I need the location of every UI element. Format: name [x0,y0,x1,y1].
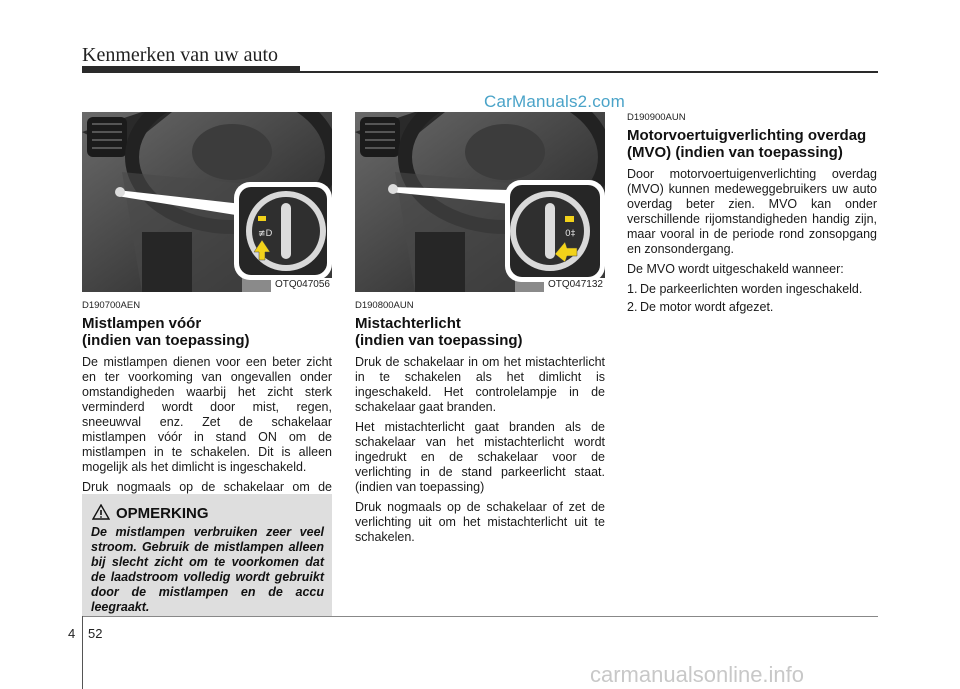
dashboard-photo [82,112,332,292]
list-number: 1. [627,282,638,296]
body-paragraph: De mistlampen dienen voor een beter zicht en ter voorkoming van ongevallen onder omstandigheden waarbij het zicht sterk verminderd wordt door mist, regen, sneeuwval enz. Zet de schakelaar mistlampen vóór in stand ON om de mistlampen in te schakelen. Dit is alleen mogelijk als het dimlicht is ingeschakeld. [82,355,332,474]
list-item [627,282,877,297]
heading-line-1: Mistlampen vóór [82,315,202,332]
footer-divider [82,616,83,689]
page-header-title: Kenmerken van uw auto [82,44,279,66]
caution-box [82,494,332,616]
heading-line-2: (indien van toepassing) [82,332,250,349]
page-number: 52 [88,626,103,641]
section-code: D190900AUN [627,112,686,123]
caution-text: De mistlampen verbruiken zeer veel stroom. Gebruik de mistlampen alleen bij slecht zicht om te voorkomen dat de laadstroom volledig wordt gebruikt door de mistlampen en de accu leegraakt. [91,525,324,614]
section-code: D190700AEN [82,300,141,311]
column-front-fog [82,112,332,515]
heading-line-1: Motorvoertuigverlichting overdag [627,127,867,144]
body-paragraph: De MVO wordt uitgeschakeld wanneer: [627,262,844,276]
body-paragraph: Druk de schakelaar in om het mistachterlicht in te schakelen als het dimlicht is ingeschakeld. Het controlelampje in de schakelaar gaat branden. [355,355,605,414]
body-paragraph: Druk nogmaals op de schakelaar om de [82,480,332,494]
figure-front-fog-switch [82,112,332,292]
figure-code: OTQ047056 [271,278,332,292]
figure-rear-fog-switch [355,112,605,292]
heading-line-2: (indien van toepassing) [355,332,523,349]
chapter-number: 4 [68,626,76,641]
list-item [627,300,877,315]
svg-text:≢D: ≢D [258,229,273,239]
list-text: De parkeerlichten worden ingeschakeld. [640,282,863,296]
list-number: 2. [627,300,638,314]
section-heading [82,315,332,349]
watermark-bottom[interactable]: carmanualsonline.info [590,662,805,687]
body-paragraph: Door motorvoertuigenverlichting overdag (MVO) kunnen medeweggebruikers uw auto overdag beter zien. MVO kan onder verschillende rijomstandigheden handig zijn, maar vooral in de periode rond zonsopgang en zonsondergang. [627,167,877,256]
column-daytime-running-lights [627,112,877,315]
watermark-top[interactable]: CarManuals2.com [484,92,625,111]
section-heading [627,127,877,161]
section-code: D190800AUN [355,300,414,311]
body-paragraph: Druk nogmaals op de schakelaar of zet de verlichting uit om het mistachterlicht uit te schakelen. [355,500,605,544]
figure-code: OTQ047132 [544,278,605,292]
heading-line-2: (MVO) (indien van toepassing) [627,144,843,161]
body-paragraph: Het mistachterlicht gaat branden als de schakelaar van het mistachterlicht wordt ingedrukt en de schakelaar voor de verlichting in de stand parkeerlicht staat. (indien van toepassing) [355,420,605,494]
header-rule [82,71,878,73]
footer-rule [82,616,878,617]
warning-triangle-icon [92,504,110,520]
list-text: De motor wordt afgezet. [640,300,774,314]
column-rear-fog [355,112,605,550]
heading-line-1: Mistachterlicht [355,315,461,332]
caution-title: OPMERKING [116,505,209,522]
dashboard-photo [355,112,605,292]
section-heading [355,315,605,349]
svg-text:0‡: 0‡ [565,229,576,239]
